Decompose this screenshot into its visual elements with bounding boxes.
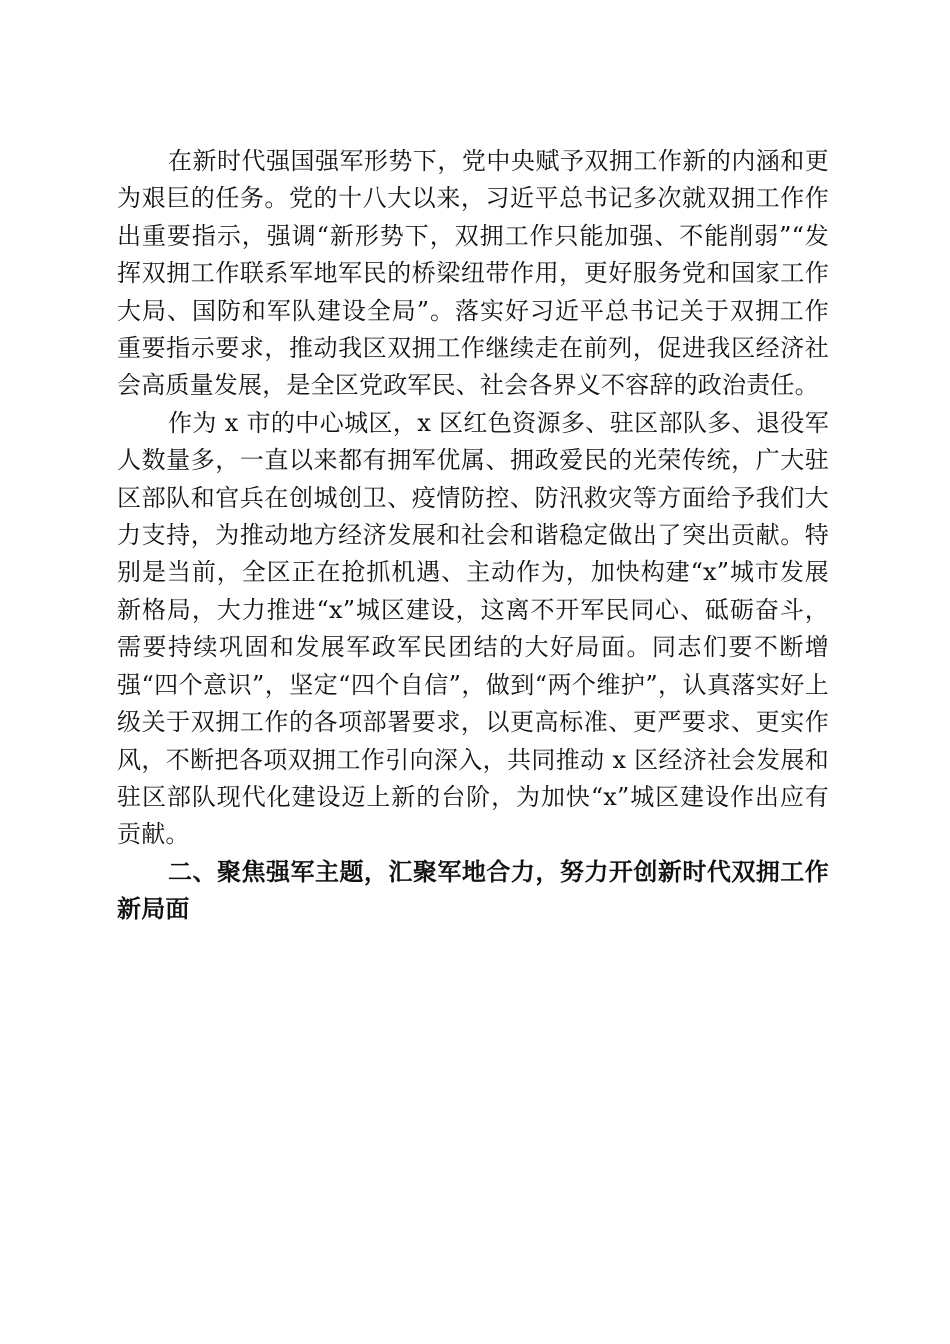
paragraph-1: 在新时代强国强军形势下，党中央赋予双拥工作新的内涵和更为艰巨的任务。党的十八大以来，习近平总书记多次就双拥工作作出重要指示，强调“新形势下，双拥工作只能加强、不能削弱”“发挥双拥工作联系军地军民的桥梁纽带作用，更好服务党和国家工作大局、国防和军队建设全局”。落实好习近平总书记关于双拥工作重要指示要求，推动我区双拥工作继续走在前列，促进我区经济社会高质量发展，是全区党政军民、社会各界义不容辞的政治责任。	[117, 147, 829, 400]
paragraph-2: 作为 x 市的中心城区，x 区红色资源多、驻区部队多、退役军人数量多，一直以来都有拥军优属、拥政爱民的光荣传统，广大驻区部队和官兵在创城创卫、疫情防控、防汛救灾等方面给予我们大力支持，为推动地方经济发展和社会和谐稳定做出了突出贡献。特别是当前，全区正在抢抓机遇、主动作为，加快构建“x”城市发展新格局，大力推进“x”城区建设，这离不开军民同心、砥砺奋斗，需要持续巩固和发展军政军民团结的大好局面。同志们要不断增强“四个意识”，坚定“四个自信”，做到“两个维护”，认真落实好上级关于双拥工作的各项部署要求，以更高标准、更严要求、更实作风，不断把各项双拥工作引向深入，共同推动 x 区经济社会发展和驻区部队现代化建设迈上新的台阶，为加快“x”城区建设作出应有贡献。	[117, 408, 829, 849]
document-body	[117, 143, 829, 929]
section-heading: 二、聚焦强军主题，汇聚军地合力，努力开创新时代双拥工作新局面	[117, 857, 829, 924]
